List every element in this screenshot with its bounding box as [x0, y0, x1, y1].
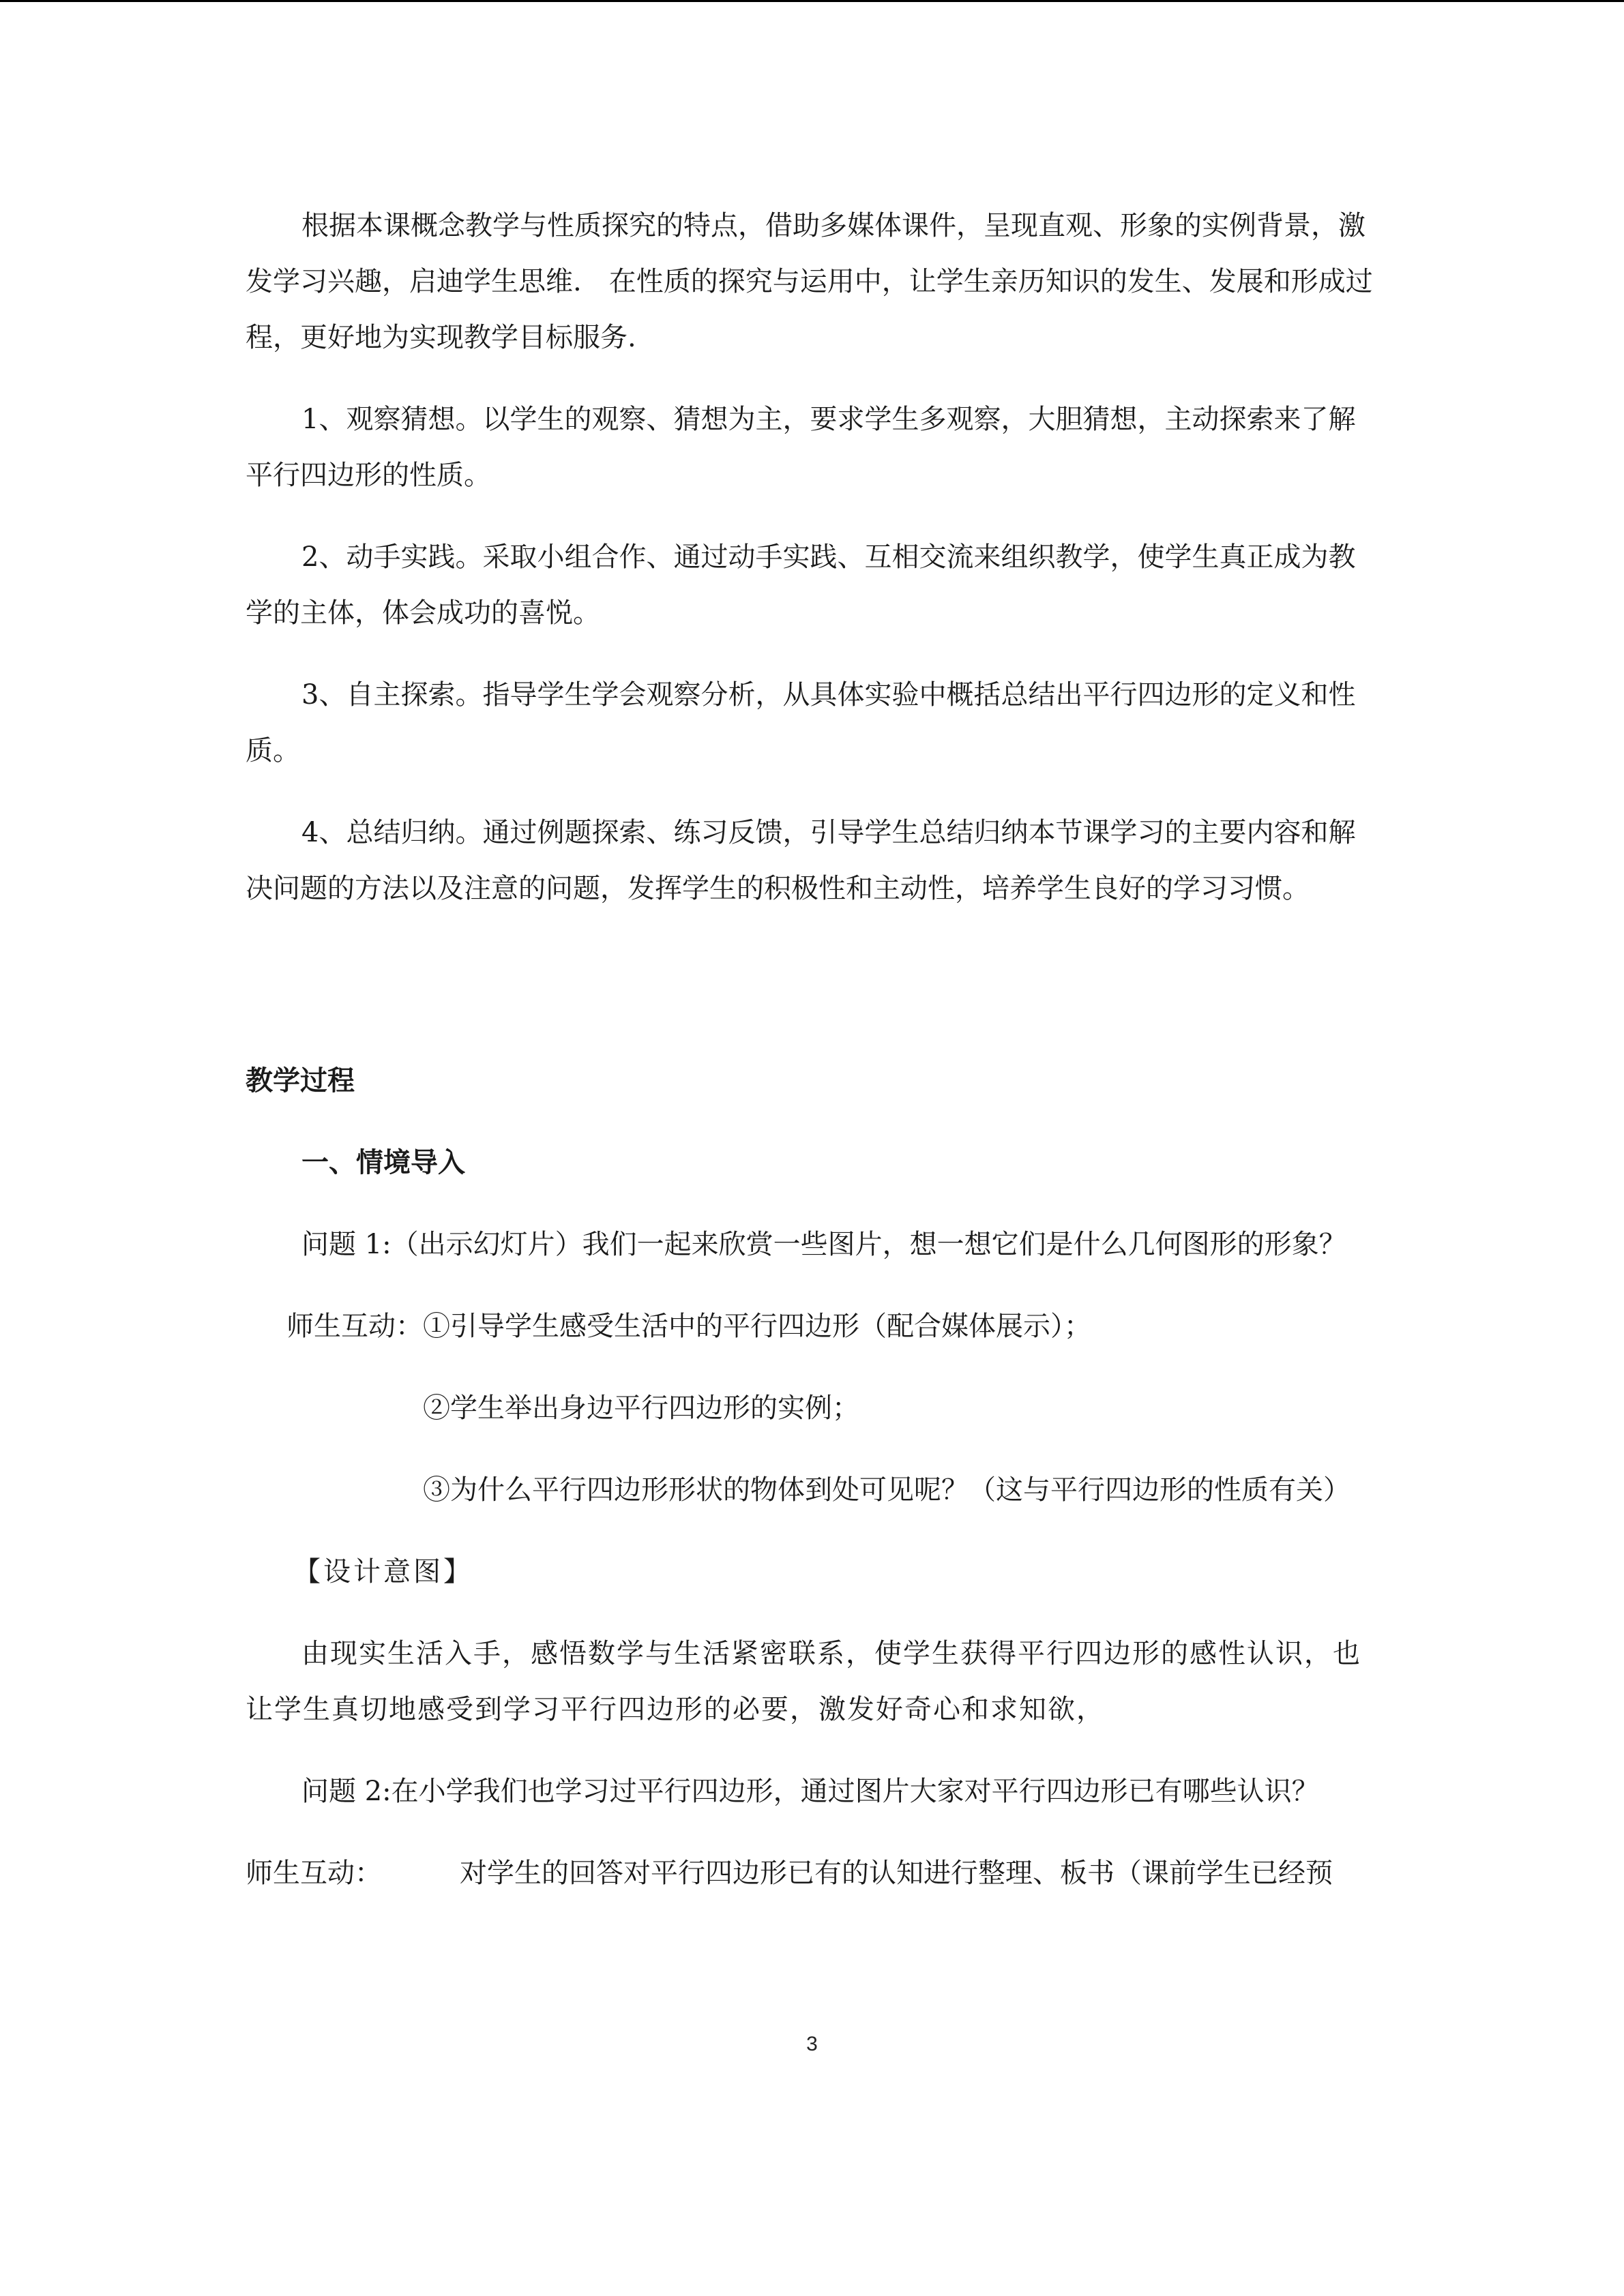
interaction-1-label: 师生互动：: [286, 1311, 423, 1342]
interaction-2-text: 对学生的回答对平行四边形已有的认知进行整理、板书（课前学生已经预: [460, 1858, 1333, 1889]
method-paragraph-2: 2、动手实践。采取小组合作、通过动手实践、互相交流来组织教学，使学生真正成为教学的主体，体会成功的喜悦。: [246, 541, 1356, 629]
question-1: 问题 1:（出示幻灯片）我们一起来欣赏一些图片，想一想它们是什么几何图形的形象？: [301, 1229, 1346, 1260]
method-paragraph-3: 3、自主探索。指导学生学会观察分析，从具体实验中概括总结出平行四边形的定义和性质。: [246, 679, 1356, 766]
method-paragraph-1: 1、观察猜想。以学生的观察、猜想为主，要求学生多观察，大胆猜想，主动探索来了解平行四边形的性质。: [246, 404, 1356, 491]
method-paragraph-4: 4、总结归纳。通过例题探索、练习反馈，引导学生总结归纳本节课学习的主要内容和解决问题的方法以及注意的问题，发挥学生的积极性和主动性，培养学生良好的学习习惯。: [246, 817, 1356, 904]
document-page: [246, 198, 1378, 1901]
subsection-title: 一、情境导入: [301, 1147, 465, 1178]
interaction-1-item-3: ③为什么平行四边形形状的物体到处可见呢？（这与平行四边形的性质有关）: [423, 1474, 1350, 1506]
design-intent-label: 【设计意图】: [293, 1556, 473, 1587]
interaction-1-line: [246, 1298, 1378, 1354]
interaction-2-label: 师生互动：: [246, 1858, 382, 1889]
intro-paragraph: 根据本课概念教学与性质探究的特点，借助多媒体课件，呈现直观、形象的实例背景，激发学习兴趣，启迪学生思维. 在性质的探究与运用中，让学生亲历知识的发生、发展和形成过程，更好地为实现教学目标服务.: [246, 210, 1373, 353]
interaction-1-item-1: ①引导学生感受生活中的平行四边形（配合媒体展示）；: [423, 1311, 1091, 1342]
top-border-line: [0, 0, 1624, 2]
design-intent-text: 由现实生活入手，感悟数学与生活紧密联系，使学生获得平行四边形的感性认识，也让学生真切地感受到学习平行四边形的必要，激发好奇心和求知欲，: [246, 1638, 1361, 1725]
section-title: 教学过程: [246, 1065, 355, 1097]
page-number: 3: [806, 2033, 818, 2055]
question-2: 问题 2:在小学我们也学习过平行四边形，通过图片大家对平行四边形已有哪些认识？: [301, 1776, 1319, 1807]
interaction-2-line: [246, 1845, 1378, 1901]
interaction-1-item-2: ②学生举出身边平行四边形的实例；: [423, 1392, 859, 1424]
